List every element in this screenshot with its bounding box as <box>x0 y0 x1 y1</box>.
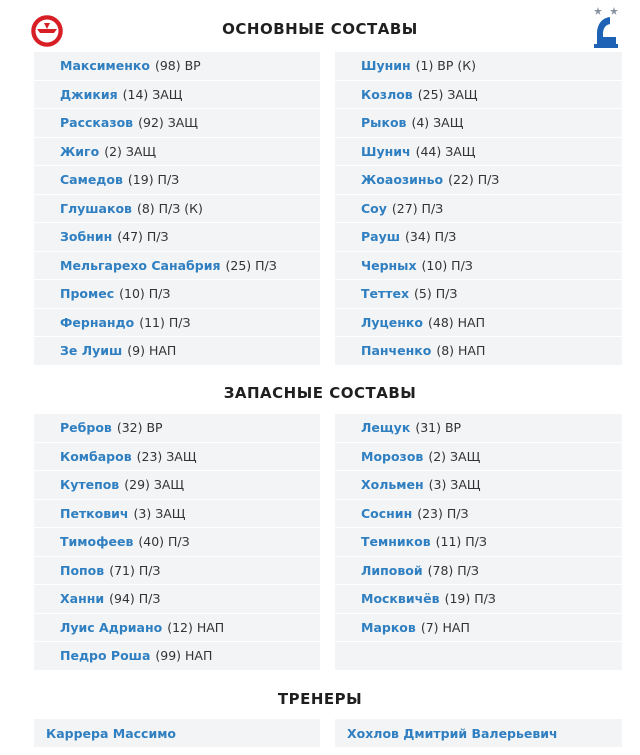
player-row <box>335 585 622 614</box>
player-name-link[interactable]: Самедов <box>60 172 123 188</box>
player-name-link[interactable]: Ребров <box>60 420 112 436</box>
player-row <box>335 280 622 309</box>
player-number-position: (40) П/З <box>138 534 190 550</box>
player-name-link[interactable]: Максименко <box>60 58 150 74</box>
player-row <box>34 557 320 586</box>
player-number-position: (48) НАП <box>427 314 485 330</box>
player-name-link[interactable]: Промес <box>60 286 115 302</box>
player-row <box>335 52 622 81</box>
player-number-position: (22) П/З <box>448 172 500 188</box>
player-name-link[interactable]: Панченко <box>361 343 432 359</box>
player-name-link[interactable]: Рассказов <box>60 115 134 131</box>
player-name-link[interactable]: Джикия <box>60 86 118 102</box>
player-name-link[interactable]: Рыков <box>361 115 407 131</box>
coaches-title: ТРЕНЕРЫ <box>277 690 363 708</box>
player-row <box>34 614 320 643</box>
player-row <box>335 81 622 110</box>
player-row <box>34 309 320 338</box>
player-row <box>34 414 320 443</box>
player-row <box>34 195 320 224</box>
player-number-position: (47) П/З <box>117 229 169 245</box>
player-name-link[interactable]: Шунич <box>361 143 411 159</box>
player-number-position: (32) ВР <box>116 420 163 436</box>
player-row <box>34 528 320 557</box>
player-number-position: (7) НАП <box>420 619 470 635</box>
player-number-position: (5) П/З <box>414 286 458 302</box>
player-number-position: (31) ВР <box>415 420 462 436</box>
player-row <box>335 195 622 224</box>
player-row <box>335 557 622 586</box>
player-number-position: (29) ЗАЩ <box>124 477 185 493</box>
player-number-position: (94) П/З <box>109 591 161 607</box>
player-name-link[interactable]: Шунин <box>361 58 411 74</box>
player-number-position: (10) П/З <box>119 286 171 302</box>
player-number-position: (19) П/З <box>127 172 180 188</box>
subs-title: ЗАПАСНЫЕ СОСТАВЫ <box>223 384 417 402</box>
player-row <box>335 528 622 557</box>
player-row <box>34 81 320 110</box>
player-number-position: (11) П/З <box>435 534 487 550</box>
player-number-position: (23) П/З <box>417 505 469 521</box>
away-coach-name[interactable]: Хохлов Дмитрий Валерьевич <box>347 725 558 741</box>
player-row <box>335 500 622 529</box>
player-name-link[interactable]: Жиго <box>60 143 100 159</box>
home-coach <box>34 719 320 747</box>
player-name-link[interactable]: Глушаков <box>60 200 132 216</box>
player-name-link[interactable]: Черных <box>361 257 417 273</box>
away-subs <box>335 414 622 670</box>
player-row <box>34 252 320 281</box>
player-row <box>335 614 622 643</box>
player-name-link[interactable]: Москвичёв <box>361 591 440 607</box>
player-row <box>335 166 622 195</box>
player-row <box>34 166 320 195</box>
player-name-link[interactable]: Луис Адриано <box>60 619 163 635</box>
player-name-link[interactable]: Жоаозиньо <box>361 172 444 188</box>
home-subs <box>34 414 320 671</box>
player-row <box>34 280 320 309</box>
player-row <box>34 138 320 167</box>
player-row <box>34 471 320 500</box>
player-name-link[interactable]: Соснин <box>361 505 413 521</box>
player-row <box>335 443 622 472</box>
home-main-lineup <box>34 52 320 366</box>
player-number-position: (3) ЗАЩ <box>428 477 481 493</box>
player-name-link[interactable]: Теттех <box>361 286 410 302</box>
player-name-link[interactable]: Кутепов <box>60 477 120 493</box>
player-name-link[interactable]: Зе Луиш <box>60 343 123 359</box>
player-name-link[interactable]: Липовой <box>361 562 423 578</box>
player-row <box>335 337 622 366</box>
player-number-position: (27) П/З <box>391 200 444 216</box>
player-name-link[interactable]: Комбаров <box>60 448 132 464</box>
player-row <box>34 642 320 671</box>
player-row <box>34 443 320 472</box>
player-row <box>335 109 622 138</box>
player-name-link[interactable]: Луценко <box>361 314 423 330</box>
player-name-link[interactable]: Морозов <box>361 448 424 464</box>
player-number-position: (78) П/З <box>427 562 479 578</box>
player-number-position: (71) П/З <box>109 562 161 578</box>
player-row <box>34 585 320 614</box>
player-number-position: (14) ЗАЩ <box>122 86 183 102</box>
player-name-link[interactable]: Тимофеев <box>60 534 134 550</box>
player-name-link[interactable]: Соу <box>361 200 387 216</box>
player-row <box>34 223 320 252</box>
player-name-link[interactable]: Темников <box>361 534 431 550</box>
player-number-position: (11) П/З <box>139 314 191 330</box>
player-row <box>335 309 622 338</box>
player-row <box>335 138 622 167</box>
player-name-link[interactable]: Мельгарехо Санабрия <box>60 257 221 273</box>
player-name-link[interactable]: Фернандо <box>60 314 135 330</box>
player-row <box>34 109 320 138</box>
player-number-position: (98) ВР <box>154 58 201 74</box>
player-number-position: (2) ЗАЩ <box>104 143 157 159</box>
player-name-link[interactable]: Педро Роша <box>60 648 151 664</box>
player-name-link[interactable]: Ханни <box>60 591 105 607</box>
player-name-link[interactable]: Петкович <box>60 505 129 521</box>
player-name-link[interactable]: Попов <box>60 562 105 578</box>
player-number-position: (12) НАП <box>167 619 225 635</box>
player-name-link[interactable]: Марков <box>361 619 416 635</box>
player-name-link[interactable]: Лещук <box>361 420 411 436</box>
player-number-position: (9) НАП <box>127 343 177 359</box>
player-row <box>34 337 320 366</box>
player-row <box>34 500 320 529</box>
player-number-position: (8) НАП <box>436 343 486 359</box>
home-coach-name[interactable]: Каррера Массимо <box>46 725 177 741</box>
player-number-position: (4) ЗАЩ <box>411 115 464 131</box>
player-number-position: (25) П/З <box>225 257 277 273</box>
player-number-position: (8) П/З (К) <box>136 200 203 216</box>
player-number-position: (3) ЗАЩ <box>133 505 186 521</box>
player-number-position: (2) ЗАЩ <box>428 448 481 464</box>
player-name-link[interactable]: Козлов <box>361 86 413 102</box>
player-number-position: (92) ЗАЩ <box>138 115 198 131</box>
player-name-link[interactable]: Рауш <box>361 229 401 245</box>
player-number-position: (25) ЗАЩ <box>417 86 478 102</box>
player-name-link[interactable]: Хольмен <box>361 477 424 493</box>
player-number-position: (10) П/З <box>421 257 473 273</box>
away-main-lineup <box>335 52 622 366</box>
player-number-position: (19) П/З <box>444 591 496 607</box>
player-number-position: (44) ЗАЩ <box>415 143 476 159</box>
main-lineups-title: ОСНОВНЫЕ СОСТАВЫ <box>222 20 418 38</box>
player-name-link[interactable]: Зобнин <box>60 229 113 245</box>
player-number-position: (1) ВР (К) <box>415 58 477 74</box>
player-row <box>335 414 622 443</box>
player-number-position: (99) НАП <box>155 648 213 664</box>
player-row <box>335 252 622 281</box>
player-row <box>335 471 622 500</box>
player-row <box>335 223 622 252</box>
player-row <box>34 52 320 81</box>
away-coach <box>335 719 622 747</box>
player-number-position: (34) П/З <box>405 229 457 245</box>
player-number-position: (23) ЗАЩ <box>136 448 197 464</box>
